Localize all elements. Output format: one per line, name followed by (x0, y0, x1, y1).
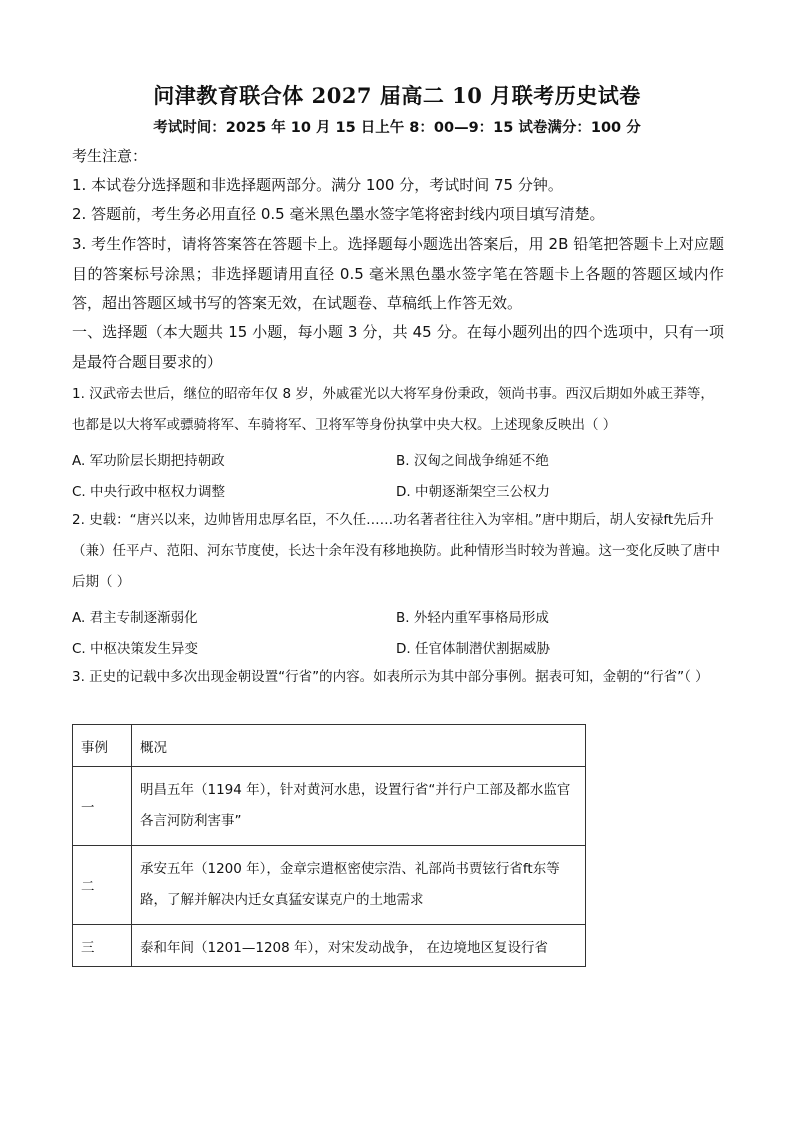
table-row (73, 846, 586, 925)
table-cell: 泰和年间（1201—1208 年），对宋发动战争， 在边境地区复设行省 (132, 925, 586, 967)
table-cell-text: 承安五年（1200 年），金章宗遣枢密使宗浩、礼部尚书贾铉行省ft东等路，了解并解决内迁女真猛安谋克户的土地需求 (140, 861, 560, 908)
exam-subtitle: 考试时间：2025 年 10 月 15 日上午 8：00—9：15 试卷满分：100 分 (153, 120, 641, 136)
q3-table (72, 724, 586, 967)
table-cell-text: 明昌五年（1194 年），针对黄河水患，设置行省“并行户工部及都水监官各言河防利害事” (140, 782, 571, 829)
q2-option-b: B. 外轻内重军事格局形成 (396, 610, 549, 626)
section-heading: 一、选择题（本大题共 15 小题，每小题 3 分，共 45 分。在每小题列出的四个选项中，只有一项是最符合题目要求的） (72, 323, 724, 371)
table-header-row (73, 725, 586, 767)
q1-option-c: C. 中央行政中枢权力调整 (72, 484, 226, 500)
table-cell: 三 (73, 925, 132, 967)
table-cell: 一 (73, 767, 132, 846)
table-cell: 二 (73, 846, 132, 925)
notice-item-1: 1. 本试卷分选择题和非选择题两部分。满分 100 分，考试时间 75 分钟。 (72, 176, 563, 194)
notice-item-2: 2. 答题前，考生务必用直径 0.5 毫米黑色墨水签字笔将密封线内项目填写清楚。 (72, 205, 605, 223)
question-1-stem: 1. 汉武帝去世后，继位的昭帝年仅 8 岁，外戚霍光以大将军身份秉政，领尚书事。西汉后期如外戚王莽等，也都是以大将军或骠骑将军、车骑将军、卫将军等身份执掌中央大权。上述现象反映出（ ） (72, 386, 714, 433)
exam-title: 问津教育联合体 2027 届高二 10 月联考历史试卷 (153, 83, 641, 108)
q2-option-c: C. 中枢决策发生异变 (72, 641, 199, 657)
table-row (73, 925, 586, 967)
table-header-cell: 事例 (73, 725, 132, 767)
q2-option-d: D. 任官体制潜伏割据威胁 (396, 641, 550, 657)
question-3-stem: 3. 正史的记载中多次出现金朝设置“行省”的内容。如表所示为其中部分事例。据表可知，金朝的“行省”（ ） (72, 669, 709, 685)
table-header-cell: 概况 (132, 725, 586, 767)
q1-option-b: B. 汉匈之间战争绵延不绝 (396, 453, 549, 469)
q2-option-a: A. 君主专制逐渐弱化 (72, 610, 198, 626)
notice-heading: 考生注意： (72, 147, 148, 165)
table-row (73, 767, 586, 846)
notice-item-3: 3. 考生作答时，请将答案答在答题卡上。选择题每小题选出答案后，用 2B 铅笔把答题卡上对应题目的答案标号涂黑；非选择题请用直径 0.5 毫米黑色墨水签字笔在答题卡上各题的答题区域内作答，超出答题区域书写的答案无效，在试题卷、草稿纸上作答无效。 (72, 235, 724, 312)
question-2-stem: 2. 史载：“唐兴以来，边帅皆用忠厚名臣，不久任……功名著者往往入为宰相。”唐中期后，胡人安禄ft先后升（兼）任平卢、范阳、河东节度使，长达十余年没有移地换防。此种情形当时较为普遍。这一变化反映了唐中后期（ ） (72, 512, 720, 590)
q1-option-d: D. 中朝逐渐架空三公权力 (396, 484, 550, 500)
table-cell (132, 846, 586, 925)
table-cell (132, 767, 586, 846)
q1-option-a: A. 军功阶层长期把持朝政 (72, 453, 225, 469)
